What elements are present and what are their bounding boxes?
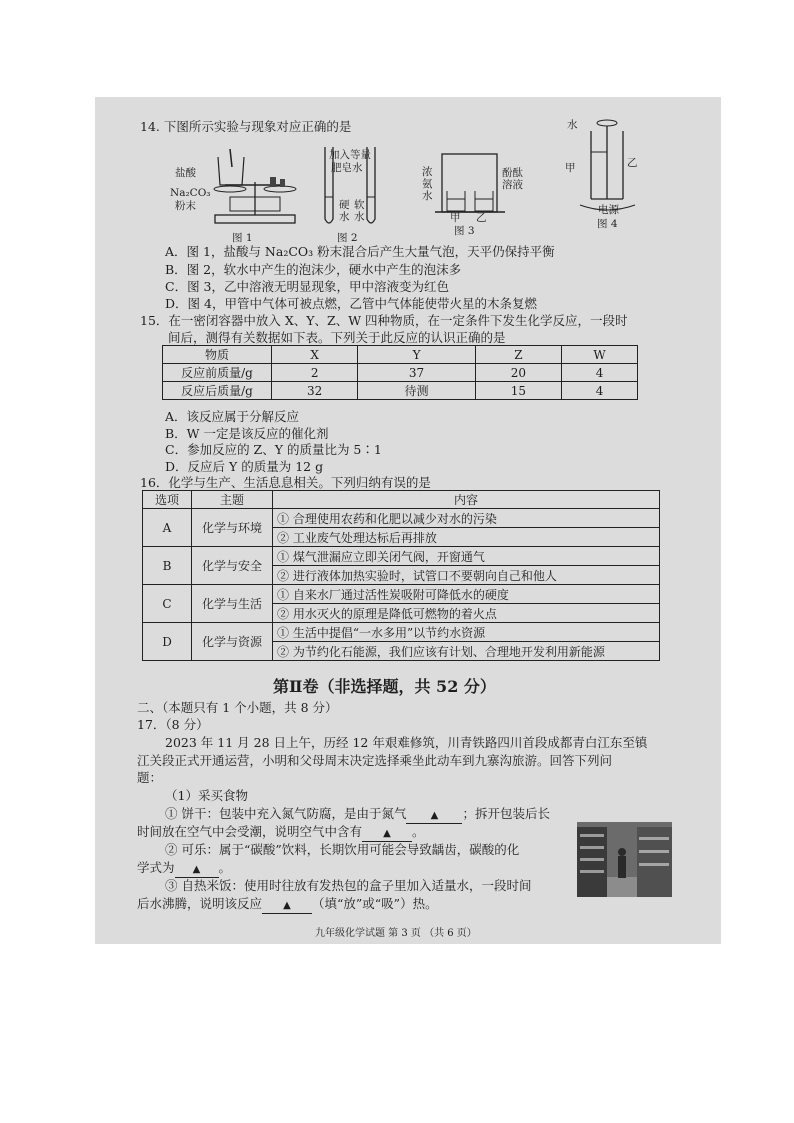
fig3-ammonia-label: 浓氨水 xyxy=(422,166,433,202)
figure-2-test-tubes xyxy=(317,137,392,247)
q15-option-d: D．反应后 Y 的质量为 12 g xyxy=(165,459,324,474)
q17-sub1: （1）采买食物 xyxy=(165,788,248,803)
blank-marker-icon: ▲ xyxy=(383,828,391,839)
content-cell: ① 合理使用农药和化肥以减少对水的污染 xyxy=(273,509,660,528)
page-footer: 九年级化学试题 第 3 页 （共 6 页） xyxy=(315,928,477,939)
q16-stem: 16．化学与生产、生活息息相关。下列归纳有误的是 xyxy=(140,475,431,490)
q17-line5: ③ 自热米饭：使用时往放有发热包的盒子里加入适量水，一段时间 xyxy=(165,878,532,893)
fig3-yi-label: 乙 xyxy=(476,212,487,224)
q16-summary-table xyxy=(142,490,660,661)
table-header-cell: 物质 xyxy=(163,346,272,364)
content-cell: ① 煤气泄漏应立即关闭气阀，开窗通气 xyxy=(273,547,660,566)
q17-line4-text-a: 学式为 xyxy=(137,860,175,875)
q17-line6 xyxy=(137,896,438,914)
fig3-caption: 图 3 xyxy=(454,225,475,237)
q15-option-a: A．该反应属于分解反应 xyxy=(165,409,300,424)
topic-cell: 化学与资源 xyxy=(192,623,273,661)
content-cell: ② 进行液体加热实验时，试管口不要朝向自己和他人 xyxy=(273,566,660,585)
answer-blank-2[interactable] xyxy=(362,824,412,842)
q14-option-b: B．图 2，软水中产生的泡沫少，硬水中产生的泡沫多 xyxy=(165,262,462,277)
q17-line4 xyxy=(137,860,231,878)
q17-line2-text-a: 时间放在空气中会受潮，说明空气中含有 xyxy=(137,824,363,839)
fig4-water-label: 水 xyxy=(567,119,578,131)
exam-sheet xyxy=(95,97,721,944)
content-cell: ① 自来水厂通过活性炭吸附可降低水的硬度 xyxy=(273,585,660,604)
table-row xyxy=(163,382,638,400)
content-cell: ② 为节约化石能源，我们应该有计划、合理地开发利用新能源 xyxy=(273,642,660,661)
fig1-powder-label2: 粉末 xyxy=(175,200,196,212)
option-cell: C xyxy=(143,585,192,623)
table-header-cell: 内容 xyxy=(273,491,660,509)
q15-data-table xyxy=(162,345,638,400)
table-cell: 反应后质量/g xyxy=(163,382,272,400)
q17-line6-text-a: 后水沸腾，说明该反应 xyxy=(137,896,263,911)
figure-3-beakers xyxy=(420,149,530,249)
table-cell: 37 xyxy=(358,364,475,382)
table-row xyxy=(143,547,660,566)
q14-option-d: D．图 4，甲管中气体可被点燃，乙管中气体能使带火星的木条复燃 xyxy=(165,296,537,311)
content-cell: ① 生活中提倡“一水多用”以节约水资源 xyxy=(273,623,660,642)
blank-marker-icon: ▲ xyxy=(192,864,201,875)
fig4-jia-label: 甲 xyxy=(565,162,576,174)
q14-option-a: A．图 1，盐酸与 Na₂CO₃ 粉末混合后产生大量气泡，天平仍保持平衡 xyxy=(165,244,555,259)
fig1-acid-label: 盐酸 xyxy=(175,167,196,179)
supermarket-photo xyxy=(577,822,672,897)
topic-cell: 化学与安全 xyxy=(192,547,273,585)
q17-intro-line1: 2023 年 11 月 28 日上午，历经 12 年艰难修筑，川青铁路四川首段成都青白江东至镇 xyxy=(165,735,648,750)
fig4-caption: 图 4 xyxy=(597,218,618,230)
table-cell: 2 xyxy=(272,364,358,382)
table-header-row xyxy=(143,491,660,509)
figure-1-balance xyxy=(170,137,310,247)
fig1-caption: 图 1 xyxy=(232,232,253,244)
option-cell: D xyxy=(143,623,192,661)
table-row xyxy=(163,364,638,382)
table-header-cell: X xyxy=(272,346,358,364)
fig4-power-label: 电源 xyxy=(598,204,619,216)
photo-drawing xyxy=(577,822,672,897)
fig2-label-top2: 肥皂水 xyxy=(331,162,363,174)
option-cell: B xyxy=(143,547,192,585)
content-cell: ② 工业废气处理达标后再排放 xyxy=(273,528,660,547)
answer-blank-3[interactable] xyxy=(175,860,219,878)
fig3-phenol-label: 酚酞溶液 xyxy=(502,167,523,191)
table-header-cell: 选项 xyxy=(143,491,192,509)
table-header-cell: 主题 xyxy=(192,491,273,509)
section-title: 第Ⅱ卷（非选择题，共 52 分） xyxy=(273,677,496,696)
q17-intro-line2: 江关段正式开通运营，小明和父母周末决定选择乘坐此动车到九寨沟旅游。回答下列问 xyxy=(137,753,613,768)
table-header-cell: Z xyxy=(475,346,561,364)
fig2-hard-label: 硬水 xyxy=(339,199,350,223)
q17-line6-text-b: （填“放”或“吸”）热。 xyxy=(312,896,438,911)
topic-cell: 化学与生活 xyxy=(192,585,273,623)
table-header-cell: W xyxy=(562,346,638,364)
fig3-jia-label: 甲 xyxy=(450,212,461,224)
q15-stem-line2: 间后，测得有关数据如下表。下列关于此反应的认识正确的是 xyxy=(168,330,506,345)
table-header-cell: Y xyxy=(358,346,475,364)
q15-option-c: C．参加反应的 Z、Y 的质量比为 5∶1 xyxy=(165,442,382,457)
q15-stem-line1: 15．在一密闭容器中放入 X、Y、Z、W 四种物质，在一定条件下发生化学反应，一段时 xyxy=(140,313,628,328)
q17-intro-line3: 题： xyxy=(137,770,163,785)
q14-stem: 14. 下图所示实验与现象对应正确的是 xyxy=(140,119,352,134)
table-cell: 4 xyxy=(562,364,638,382)
fig2-caption: 图 2 xyxy=(337,232,358,244)
table-header-row xyxy=(163,346,638,364)
q17-number: 17．（8 分） xyxy=(137,717,209,732)
q17-line1 xyxy=(165,806,550,824)
q17-line4-text-b: 。 xyxy=(218,860,232,875)
fig4-yi-label: 乙 xyxy=(627,157,638,169)
section-part-heading: 二、（本题只有 1 个小题，共 8 分） xyxy=(137,700,338,715)
content-cell: ② 用水灭火的原理是降低可燃物的着火点 xyxy=(273,604,660,623)
option-cell: A xyxy=(143,509,192,547)
q17-line2-text-b: 。 xyxy=(412,824,425,839)
q17-line3: ② 可乐：属于“碳酸”饮料，长期饮用可能会导致龋齿，碳酸的化 xyxy=(165,842,520,857)
topic-cell: 化学与环境 xyxy=(192,509,273,547)
table-cell: 15 xyxy=(475,382,561,400)
table-cell: 待测 xyxy=(358,382,475,400)
balance-drawing xyxy=(170,137,310,232)
blank-marker-icon: ▲ xyxy=(283,900,291,911)
answer-blank-4[interactable] xyxy=(262,896,312,914)
table-cell: 32 xyxy=(272,382,358,400)
table-row xyxy=(143,623,660,642)
table-cell: 4 xyxy=(562,382,638,400)
table-cell: 反应前质量/g xyxy=(163,364,272,382)
fig2-soft-label: 软水 xyxy=(354,199,365,223)
q17-line1-text-b: ；拆开包装后长 xyxy=(462,806,550,821)
table-cell: 20 xyxy=(475,364,561,382)
table-row xyxy=(143,585,660,604)
fig1-powder-label: Na₂CO₃ xyxy=(170,187,211,199)
figure-4-electrolysis xyxy=(565,117,650,232)
fig2-label-top1: 加入等量 xyxy=(329,149,371,161)
q14-option-c: C．图 3，乙中溶液无明显现象，甲中溶液变为红色 xyxy=(165,279,449,294)
q17-line1-text-a: ① 饼干：包装中充入氮气防腐，是由于氮气 xyxy=(165,806,407,821)
table-row xyxy=(143,509,660,528)
blank-marker-icon: ▲ xyxy=(430,810,439,821)
answer-blank-1[interactable] xyxy=(406,806,462,824)
q17-line2 xyxy=(137,824,425,842)
q15-option-b: B．W 一定是该反应的催化剂 xyxy=(165,426,329,441)
